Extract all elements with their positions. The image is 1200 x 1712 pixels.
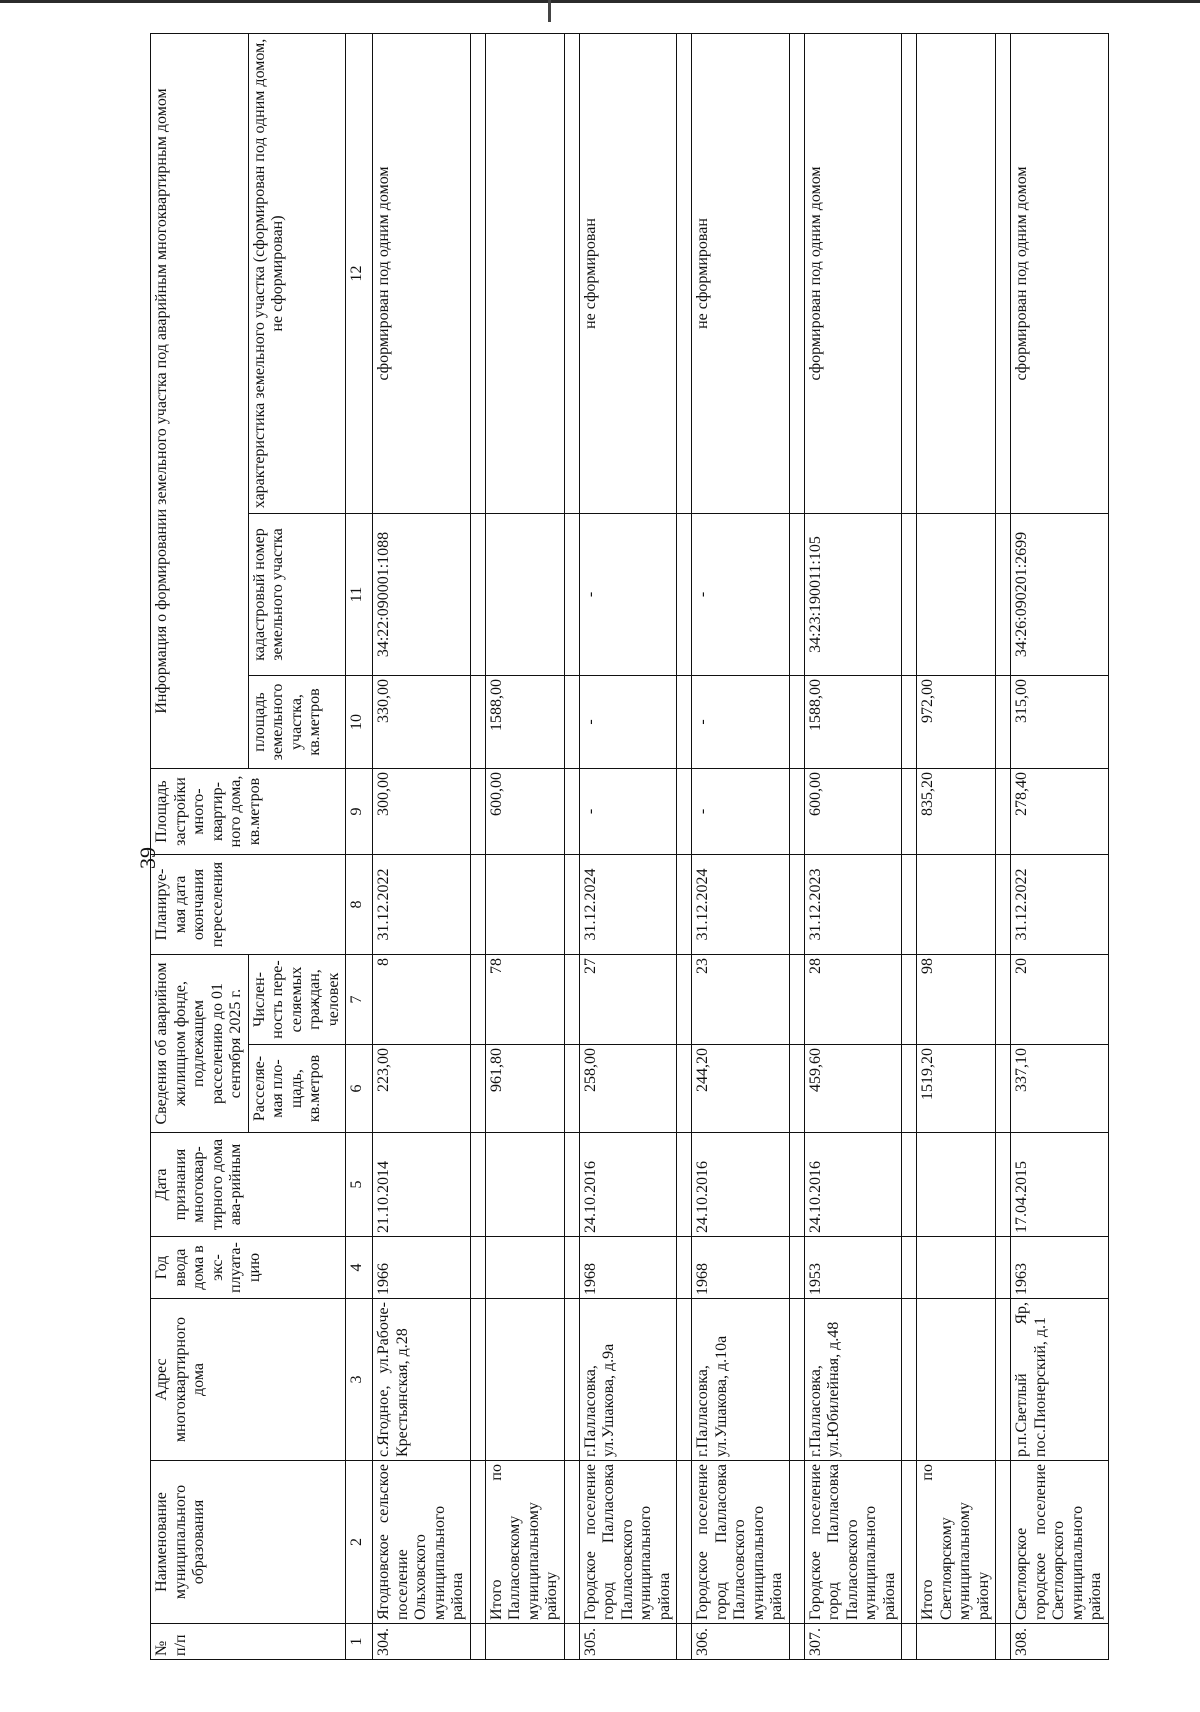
column-number: 3 (346, 1299, 373, 1461)
cell-n (917, 1624, 996, 1660)
column-number: 1 (346, 1624, 373, 1660)
cell-land-status (485, 33, 564, 513)
cell-relocated-area: 223,00 (373, 1045, 471, 1133)
cell-recognition-date: 21.10.2014 (373, 1133, 471, 1237)
cell-land-status: сформирован под одним домом (804, 33, 902, 513)
cell-municipality: Итого по Палласовскому муниципальному району (485, 1461, 564, 1624)
cell-built-area: - (692, 769, 790, 855)
column-number: 10 (346, 676, 373, 769)
column-number: 8 (346, 855, 373, 955)
cell-relocated-area: 337,10 (1011, 1045, 1109, 1133)
column-number: 12 (346, 33, 373, 513)
scan-edge (0, 0, 1200, 3)
cell-municipality: Ягодновское сельское поселение Ольховского муниципального района (373, 1461, 471, 1624)
column-number: 9 (346, 769, 373, 855)
header-built-area: Площадь застройки много-квартир-ного дома, кв.метров (151, 769, 346, 855)
header-land-status: характеристика земельного участка (сформирован под одним домом, не сформирован) (248, 33, 346, 513)
cell-land-status: не сформирован (579, 33, 677, 513)
table-row (1011, 33, 1109, 1659)
cell-address: с.Ягодное, ул.Рабоче-Крестьянская, д.28 (373, 1299, 471, 1461)
cell-address: р.п.Светлый Яр, пос.Пионерский, д.1 (1011, 1299, 1109, 1461)
cell-residents: 98 (917, 955, 996, 1045)
table-row (579, 33, 677, 1659)
cell-residents: 78 (485, 955, 564, 1045)
header-n: № п/п (151, 1624, 346, 1660)
cell-relocated-area: 258,00 (579, 1045, 677, 1133)
table-row (692, 33, 790, 1659)
cell-built-area: - (579, 769, 677, 855)
column-number: 11 (346, 514, 373, 676)
cell-year: 1966 (373, 1237, 471, 1299)
row-spacer (564, 33, 579, 1659)
cell-land-area: 315,00 (1011, 676, 1109, 769)
cell-municipality: Светлоярское городское поселение Светлоярского муниципального района (1011, 1461, 1109, 1624)
scan-edge-mark (548, 0, 551, 22)
cell-planned-date: 31.12.2022 (373, 855, 471, 955)
cell-land-area: 972,00 (917, 676, 996, 769)
row-spacer (996, 33, 1011, 1659)
cell-relocated-area: 244,20 (692, 1045, 790, 1133)
header-land-group: Информация о формировании земельного участка под аварийным многоквартирным домом (151, 33, 249, 768)
cell-land-status (917, 33, 996, 513)
cell-municipality: Городское поселение город Палласовка Палласовского муниципального района (692, 1461, 790, 1624)
column-number: 2 (346, 1461, 373, 1624)
column-number: 6 (346, 1045, 373, 1133)
header-relocated-area: Расселяе-мая пло-щадь, кв.метров (248, 1045, 346, 1133)
row-spacer (902, 33, 917, 1659)
cell-built-area: 300,00 (373, 769, 471, 855)
cell-land-area: - (692, 676, 790, 769)
cell-address: г.Палласовка, ул.Ушакова, д.10а (692, 1299, 790, 1461)
cell-planned-date: 31.12.2022 (1011, 855, 1109, 955)
table-row (485, 33, 564, 1659)
row-spacer (470, 33, 485, 1659)
cell-relocated-area: 1519,20 (917, 1045, 996, 1133)
cell-residents: 8 (373, 955, 471, 1045)
column-number: 5 (346, 1133, 373, 1237)
cell-relocated-area: 459,60 (804, 1045, 902, 1133)
column-number-row (346, 33, 373, 1659)
header-planned-date: Планируе-мая дата окончания переселения (151, 855, 346, 955)
header-address: Адрес многоквартирного дома (151, 1299, 346, 1461)
cell-n: 306. (692, 1624, 790, 1660)
cell-n: 304. (373, 1624, 471, 1660)
cell-cadastral: 34:23:190011:105 (804, 514, 902, 676)
cell-cadastral (485, 514, 564, 676)
cell-address: г.Палласовка, ул.Ушакова, д.9а (579, 1299, 677, 1461)
cell-built-area: 278,40 (1011, 769, 1109, 855)
cell-n (485, 1624, 564, 1660)
cell-residents: 27 (579, 955, 677, 1045)
cell-recognition-date: 24.10.2016 (692, 1133, 790, 1237)
cell-year (917, 1237, 996, 1299)
cell-cadastral: 34:22:090001:1088 (373, 514, 471, 676)
cell-n: 305. (579, 1624, 677, 1660)
column-number: 4 (346, 1237, 373, 1299)
header-recognition-date: Дата признания многоквар-тирного дома ава-рийным (151, 1133, 346, 1237)
cell-year: 1968 (692, 1237, 790, 1299)
cell-year: 1968 (579, 1237, 677, 1299)
cell-year: 1953 (804, 1237, 902, 1299)
cell-address: г.Палласовка, ул.Юбилейная, д.48 (804, 1299, 902, 1461)
cell-land-status: сформирован под одним домом (373, 33, 471, 513)
cell-recognition-date: 24.10.2016 (804, 1133, 902, 1237)
cell-address (917, 1299, 996, 1461)
cell-built-area: 600,00 (804, 769, 902, 855)
cell-planned-date (485, 855, 564, 955)
cell-relocated-area: 961,80 (485, 1045, 564, 1133)
cell-municipality: Городское поселение город Палласовка Палласовского муниципального района (804, 1461, 902, 1624)
cell-residents: 23 (692, 955, 790, 1045)
cell-planned-date: 31.12.2023 (804, 855, 902, 955)
cell-land-status: не сформирован (692, 33, 790, 513)
cell-year: 1963 (1011, 1237, 1109, 1299)
header-residents: Числен-ность пере-селяемых граждан, человек (248, 955, 346, 1045)
cell-planned-date (917, 855, 996, 955)
cell-address (485, 1299, 564, 1461)
header-cadastral: кадастровый номер земельного участка (248, 514, 346, 676)
table-row (804, 33, 902, 1659)
cell-built-area: 600,00 (485, 769, 564, 855)
cell-residents: 20 (1011, 955, 1109, 1045)
emergency-housing-table (150, 33, 1109, 1660)
header-year: Год ввода дома в экс-плуата-цию (151, 1237, 346, 1299)
cell-municipality: Итого по Светлоярскому муниципальному району (917, 1461, 996, 1624)
cell-land-status: сформирован под одним домом (1011, 33, 1109, 513)
column-number: 7 (346, 955, 373, 1045)
table-row (917, 33, 996, 1659)
cell-residents: 28 (804, 955, 902, 1045)
row-spacer (677, 33, 692, 1659)
cell-land-area: 330,00 (373, 676, 471, 769)
header-municipality: Наименование муниципального образования (151, 1461, 346, 1624)
header-land-area: площадь земельного участка, кв.метров (248, 676, 346, 769)
cell-cadastral: - (692, 514, 790, 676)
header-fund-group: Сведения об аварийном жилищном фонде, подлежащем расселению до 01 сентября 2025 г. (151, 955, 249, 1133)
cell-year (485, 1237, 564, 1299)
rotated-page (150, 30, 1200, 1660)
cell-n: 308. (1011, 1624, 1109, 1660)
cell-cadastral: 34:26:090201:2699 (1011, 514, 1109, 676)
cell-n: 307. (804, 1624, 902, 1660)
cell-recognition-date: 24.10.2016 (579, 1133, 677, 1237)
cell-land-area: 1588,00 (485, 676, 564, 769)
cell-land-area: - (579, 676, 677, 769)
cell-planned-date: 31.12.2024 (579, 855, 677, 955)
cell-recognition-date: 17.04.2015 (1011, 1133, 1109, 1237)
cell-land-area: 1588,00 (804, 676, 902, 769)
cell-cadastral: - (579, 514, 677, 676)
row-spacer (789, 33, 804, 1659)
cell-built-area: 835,20 (917, 769, 996, 855)
cell-recognition-date (485, 1133, 564, 1237)
cell-recognition-date (917, 1133, 996, 1237)
cell-municipality: Городское поселение город Палласовка Палласовского муниципального района (579, 1461, 677, 1624)
page-number: 39 (135, 847, 160, 869)
cell-cadastral (917, 514, 996, 676)
cell-planned-date: 31.12.2024 (692, 855, 790, 955)
table-row (373, 33, 471, 1659)
